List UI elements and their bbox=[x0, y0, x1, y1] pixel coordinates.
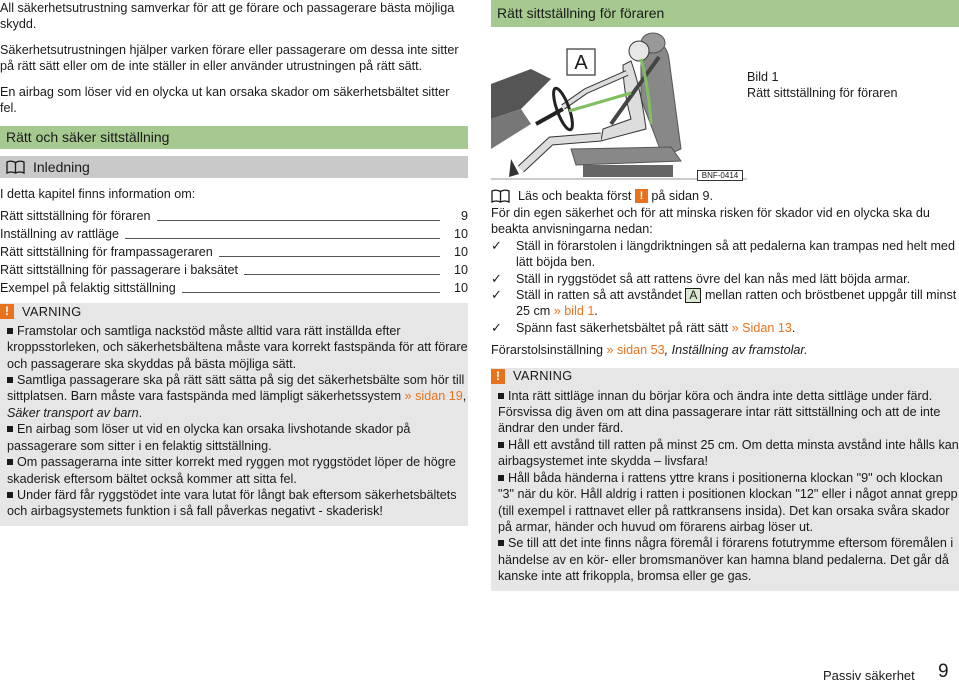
figure-link[interactable]: » bild 1 bbox=[553, 304, 595, 319]
warning-title: VARNING bbox=[22, 303, 82, 319]
warning-header bbox=[0, 303, 468, 321]
check-mark-icon: ✓ bbox=[491, 319, 502, 335]
check-mark-icon: ✓ bbox=[491, 270, 502, 286]
check-mark-icon: ✓ bbox=[491, 287, 502, 303]
figure-title: Rätt sittställning för föraren bbox=[491, 0, 959, 27]
toc-label: Inställning av rattläge bbox=[0, 227, 120, 242]
check-item-text bbox=[516, 320, 795, 336]
page-link[interactable]: » sidan 53 bbox=[606, 343, 665, 358]
figure-number: Bild 1 bbox=[747, 70, 779, 84]
intro-paragraph-1: All säkerhetsutrustning samverkar för att ge förare och passagerare bästa möjliga skydd. bbox=[0, 1, 455, 32]
toc-label: Rätt sittställning för passagerare i baksätet bbox=[0, 263, 239, 278]
toc-row[interactable] bbox=[0, 279, 468, 297]
warning-box bbox=[0, 303, 468, 526]
toc-row[interactable] bbox=[0, 225, 468, 243]
toc-page: 10 bbox=[454, 227, 469, 242]
instructions-intro: För din egen säkerhet och för att minska risken för skador vid en olycka ska du beakta anvisningarna nedan: bbox=[491, 206, 930, 237]
figure-caption-text: Rätt sittställning för föraren bbox=[747, 86, 898, 100]
left-column bbox=[0, 0, 468, 526]
toc-label: Rätt sittställning för frampassageraren bbox=[0, 245, 213, 260]
toc-page: 10 bbox=[454, 245, 469, 260]
check-mark-icon: ✓ bbox=[491, 237, 502, 253]
toc-page: 10 bbox=[454, 263, 469, 278]
check-item-text-part: mellan ratten och bröstbenet uppgår till minst 25 cm bbox=[516, 288, 957, 319]
check-item bbox=[491, 320, 959, 336]
checklist bbox=[491, 238, 959, 336]
seat-adjust-label: Förarstolsinställning bbox=[491, 343, 603, 358]
warning-item-text: Samtliga passagerare ska på rätt sätt sätta på sig det säkerhetsbälte som hör till sittplatsen. Barn måste vara fastspända med lämpligt säkerhetssystem bbox=[7, 373, 465, 404]
warning-icon: ! bbox=[491, 369, 505, 384]
toc-leader bbox=[244, 274, 440, 275]
figure-label-a: A bbox=[574, 52, 588, 74]
check-item bbox=[491, 238, 959, 271]
reference-text: Säker transport av barn bbox=[7, 405, 139, 420]
subsection-header bbox=[0, 156, 468, 178]
sentence-end: . bbox=[791, 320, 796, 335]
check-item bbox=[491, 271, 959, 287]
subsection-title: Inledning bbox=[33, 159, 90, 176]
book-icon bbox=[6, 160, 25, 174]
warning-list bbox=[491, 386, 959, 585]
toc-intro: I detta kapitel finns information om: bbox=[0, 187, 196, 202]
sentence-end: . bbox=[138, 405, 143, 420]
toc-leader bbox=[182, 292, 440, 293]
figure-code: BNF-0414 bbox=[697, 170, 743, 181]
sentence-end: . bbox=[594, 304, 598, 319]
toc-row[interactable] bbox=[0, 261, 468, 279]
warning-item: Om passagerarna inte sitter korrekt med ryggen mot ryggstödet löper de högre skaderisk eftersom bältet också kommer att sitta fel. bbox=[7, 454, 468, 487]
warning-item: Se till att det inte finns några föremål i förarens fotutrymme eftersom föremålen i händelse av en kör- eller bromsmanöver kan hamna bland pedalerna. Det går då kanske inte att frikoppla, bromsa eller ge gas. bbox=[498, 535, 959, 584]
toc-leader bbox=[219, 256, 440, 257]
toc-leader bbox=[125, 238, 440, 239]
read-first-text: Läs och beakta först bbox=[518, 188, 632, 203]
check-item-text-part: Ställ in ratten så att avståndet bbox=[516, 288, 682, 303]
warning-header bbox=[491, 368, 959, 386]
intro-paragraph-3: En airbag som löser vid en olycka ut kan orsaka skador om säkerhetsbältet sitter fel. bbox=[0, 84, 450, 116]
warning-item: Samtliga passagerare ska på rätt sätt sätta på sig det säkerhetsbälte som hör till sittplatsen. Barn måste vara fastspända med lämpligt säkerhetssystem » sidan 19, Säker transport av barn. bbox=[7, 373, 467, 420]
page-number: 9 bbox=[938, 661, 949, 682]
warning-item: Håll ett avstånd till ratten på minst 25 cm. Om detta minsta avstånd inte hålls kan airbagsystemet inte skydda – livsfara! bbox=[498, 437, 959, 469]
footer-section-title: Passiv säkerhet bbox=[823, 668, 915, 683]
book-icon bbox=[491, 189, 510, 203]
warning-box bbox=[491, 368, 959, 591]
page-link[interactable]: » sidan 19 bbox=[404, 389, 463, 404]
warning-item: Håll båda händerna i rattens yttre krans i positionerna klockan "9" och klockan "3" när du kör. Håll aldrig i ratten i positionen klockan "12" eller i något annat grepp (till exempel i rattnavet eller på rattkransens insida). Det kan orsaka svåra skador på armar, händer och huvud om förarens airbag löser ut. bbox=[498, 470, 958, 534]
check-item-text: Ställ in förarstolen i längdriktningen så att pedalerna kan trampas ned helt med lätt böjda ben. bbox=[516, 238, 955, 270]
toc-leader bbox=[157, 220, 441, 221]
warning-title: VARNING bbox=[513, 368, 573, 384]
label-a-box: A bbox=[685, 288, 701, 303]
toc-row[interactable] bbox=[0, 207, 468, 225]
toc-row[interactable] bbox=[0, 243, 468, 261]
warning-icon: ! bbox=[635, 189, 648, 203]
right-column bbox=[491, 0, 959, 591]
check-item-text: Ställ in ryggstödet så att rattens övre del kan nås med lätt böjda armar. bbox=[516, 271, 911, 286]
intro-paragraph-2: Säkerhetsutrustningen hjälper varken förare eller passagerare om dessa inte sitter på rätt sätt eller om de inte ställer in eller använder utrustningen på rätt sätt. bbox=[0, 42, 459, 74]
section-title: Rätt och säker sittställning bbox=[0, 126, 468, 149]
page-link[interactable]: » Sidan 13 bbox=[731, 320, 792, 335]
check-item-text-part: Spänn fast säkerhetsbältet på rätt sätt bbox=[516, 320, 729, 335]
driver-seating-illustration bbox=[491, 29, 747, 181]
warning-item: Under färd får ryggstödet inte vara lutat för långt bak eftersom säkerhetsbältets och airbagsystemets funktion i så fall påverkas negativt - skaderisk! bbox=[7, 487, 468, 520]
check-item-text bbox=[516, 287, 959, 320]
toc-label: Rätt sittställning för föraren bbox=[0, 209, 151, 224]
warning-list bbox=[0, 321, 468, 520]
read-first-row bbox=[491, 187, 959, 205]
warning-item: Inta rätt sittläge innan du börjar köra och ändra inte detta sittläge under färd. Försvissa dig även om att dina passagerare intar rätt sittställning och att de inte ändrar den under färd. bbox=[498, 388, 959, 437]
toc-page: 9 bbox=[460, 209, 468, 224]
read-first-page: på sidan 9. bbox=[651, 188, 714, 203]
warning-item: Framstolar och samtliga nackstöd måste alltid vara rätt inställda efter kroppsstorleken, och säkerhetsbältena måste vara korrekt fastspända för att förare och passagerare ska skyddas på bästa möjliga sätt. bbox=[7, 323, 468, 371]
toc-label: Exempel på felaktig sittställning bbox=[0, 281, 176, 296]
toc-page: 10 bbox=[454, 281, 469, 296]
figure-caption bbox=[747, 69, 898, 101]
check-item bbox=[491, 287, 959, 320]
warning-icon: ! bbox=[0, 304, 14, 319]
figure bbox=[491, 29, 959, 181]
toc-list bbox=[0, 207, 468, 297]
reference-text: , Inställning av framstolar. bbox=[664, 343, 808, 358]
seat-adjust-text bbox=[491, 342, 959, 358]
warning-item: En airbag som löser ut vid en olycka kan orsaka livshotande skador på passagerare som sitter i en felaktig sittställning. bbox=[7, 421, 468, 454]
